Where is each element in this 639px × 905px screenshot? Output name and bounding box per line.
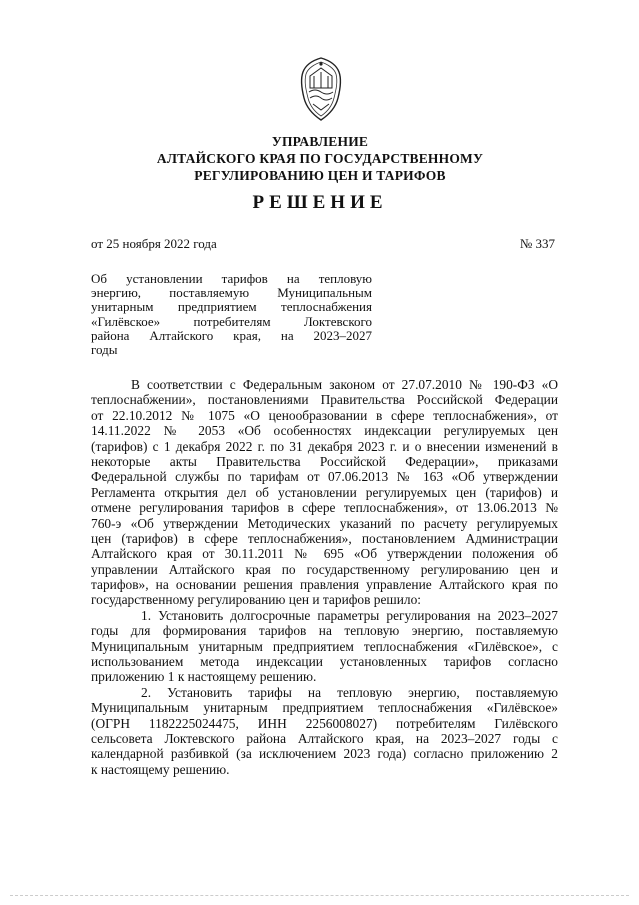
body-line: некоторые акты Правительства Российской Федерации», приказами [91,453,558,469]
document-type-title: РЕШЕНИЕ [252,192,388,213]
org-name-line-2: АЛТАЙСКОГО КРАЯ ПО ГОСУДАРСТВЕННОМУ [156,151,484,166]
body-line: управлении Алтайского края по государственному регулированию цен и [91,561,558,577]
body-line: 760-э «Об утверждении Методических указаний по расчету регулируемых [91,515,558,531]
org-name-line-3: РЕГУЛИРОВАНИЮ ЦЕН И ТАРИФОВ [194,168,446,183]
document-subject [91,272,372,357]
body-line: 2. Установить тарифы на тепловую энергию, поставляемую [141,684,558,700]
document-date: от 25 ноября 2022 года [91,236,217,251]
subject-line: Об установлении тарифов на тепловую [91,271,372,286]
subject-line: энергию, поставляемую Муниципальным [91,285,372,301]
org-name-line-1: УПРАВЛЕНИЕ [271,134,369,149]
body-line: приложению 1 к настоящему решению. [91,669,317,685]
body-line: Муниципальным унитарным предприятием теплоснабжения «Гилёвское» [91,700,558,716]
body-line: (ОГРН 1182225024475, ИНН 2256008027) потребителям Гилёвского [91,715,558,731]
subject-line: «Гилёвское» потребителям Локтевского [91,313,372,329]
page-bottom-divider [10,895,629,896]
subject-line: унитарным предприятием теплоснабжения [91,299,372,315]
body-line: Регламента открытия дел об установлении регулируемых цен (тарифов) и [91,484,558,500]
coat-of-arms-emblem [296,56,346,122]
body-line: тарифов», на основании решения правления управление Алтайского края по [91,577,558,593]
document-number: № 337 [519,236,555,251]
body-line: к настоящему решению. [91,761,230,777]
subject-line: годы [91,342,118,358]
body-line: годы для формирования тарифов на тепловую энергию, поставляемую [91,623,558,639]
body-line: отмене регулирования тарифов в сфере теплоснабжения», от 13.06.2013 № [91,500,558,516]
body-line: от 22.10.2012 № 1075 «О ценообразовании в сфере теплоснабжения», от [91,407,558,423]
body-line: В соответствии с Федеральным законом от 27.07.2010 № 190-ФЗ «О [131,377,558,392]
body-line: 1. Установить долгосрочные параметры регулирования на 2023–2027 [141,607,558,623]
body-line: использованием метода индексации установленных тарифов согласно [91,654,558,670]
body-line: Федеральной службы по тарифам от 07.06.2013 № 163 «Об утверждении [91,469,558,485]
body-line: государственному регулированию цен и тарифов решило: [91,592,421,608]
body-line: цен (тарифов) в сфере теплоснабжения», постановлением Администрации [91,530,558,546]
body-line: сельсовета Локтевского района Алтайского края, на 2023–2027 годы с [91,730,558,746]
body-line: календарной разбивкой (за исключением 2023 года) согласно приложению 2 [91,746,558,762]
body-line: Муниципальным унитарным предприятием теплоснабжения «Гилёвское», с [91,638,558,654]
body-line: теплоснабжении», постановлениями Правительства Российской Федерации [91,392,558,408]
document-body [91,377,558,777]
subject-line: района Алтайского края, на 2023–2027 [91,327,372,343]
body-line: (тарифов) с 1 декабря 2022 г. по 31 декабря 2023 г. и о внесении изменений в [91,438,558,454]
body-line: Алтайского края от 30.11.2011 № 695 «Об утверждении положения об [91,546,558,562]
body-line: 14.11.2022 № 2053 «Об особенностях индексации регулируемых цен [91,423,558,439]
